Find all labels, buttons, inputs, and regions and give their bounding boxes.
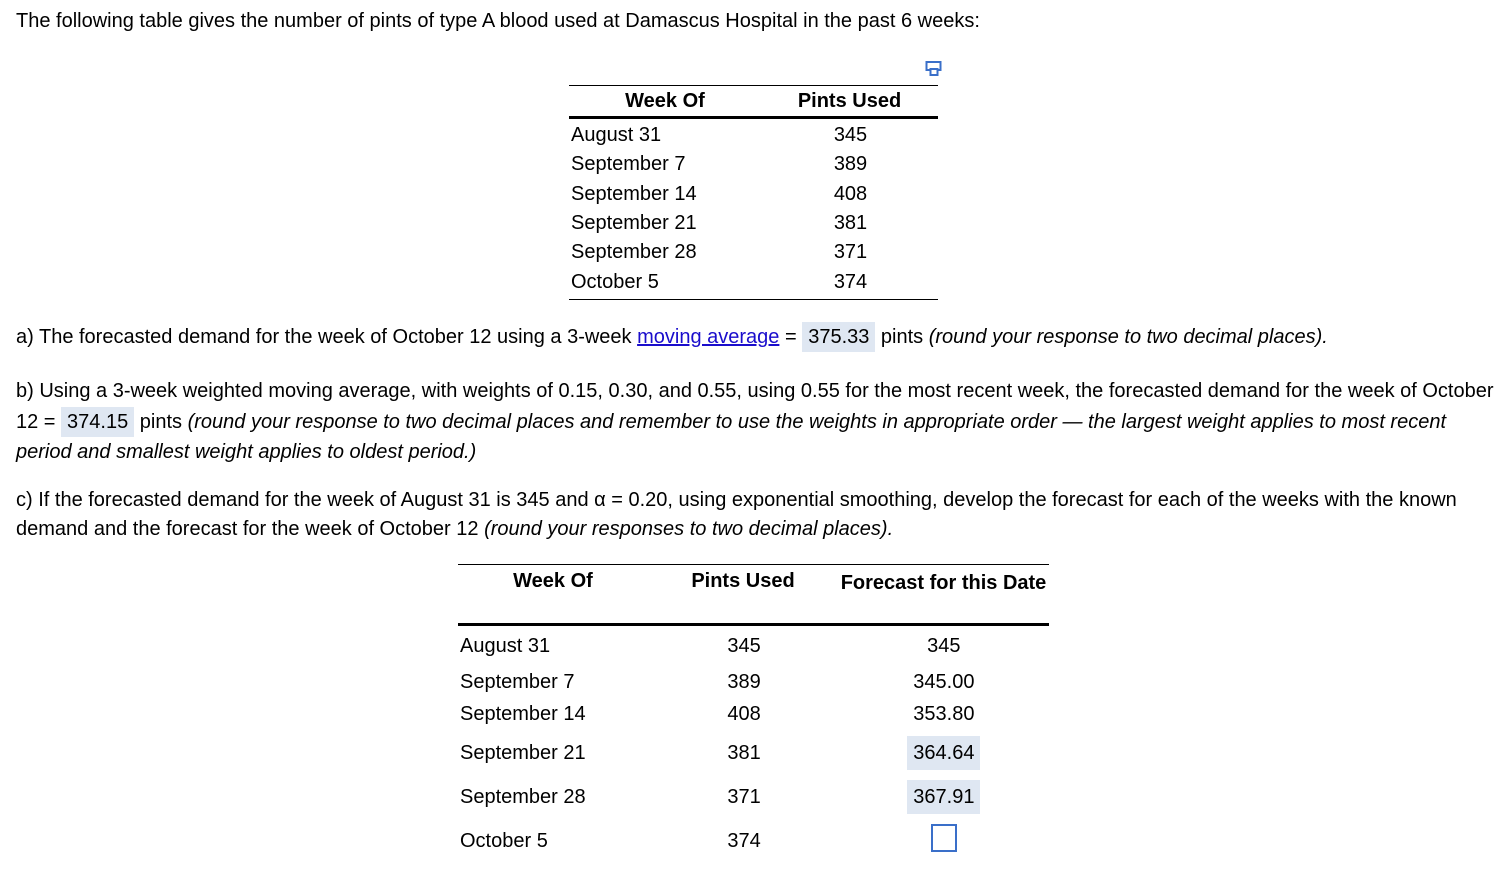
table-row bbox=[569, 238, 938, 267]
pints-cell: 408 bbox=[727, 702, 761, 725]
moving-average-link[interactable]: moving average bbox=[637, 326, 780, 348]
part-a-prefix: a) The forecasted demand for the week of October 12 using a 3-week bbox=[16, 326, 638, 348]
part-a-unit: pints bbox=[875, 326, 929, 348]
week-cell: September 7 bbox=[460, 670, 575, 693]
pints-cell: 371 bbox=[833, 241, 868, 264]
table-row bbox=[569, 180, 938, 209]
week-cell: September 14 bbox=[571, 182, 697, 205]
week-cell: October 5 bbox=[460, 829, 548, 852]
part-a-question bbox=[16, 322, 1496, 353]
part-c-instruction: (round your responses to two decimal places). bbox=[484, 517, 894, 540]
table-row bbox=[458, 629, 1049, 663]
forecast-answer-field[interactable]: 364.64 bbox=[907, 736, 980, 770]
part-a-equals: = bbox=[779, 326, 803, 348]
table-row bbox=[569, 150, 938, 179]
forecast-cell bbox=[839, 780, 1049, 814]
forecast-cell bbox=[839, 736, 1049, 770]
exponential-smoothing-table bbox=[458, 564, 1049, 865]
part-c-question bbox=[16, 486, 1496, 543]
table-header bbox=[569, 86, 938, 119]
pints-cell: 408 bbox=[833, 182, 868, 205]
forecast-answer-field[interactable]: 367.91 bbox=[907, 780, 980, 814]
week-cell: September 21 bbox=[571, 212, 697, 235]
header-week-of: Week Of bbox=[625, 89, 705, 112]
table-row bbox=[458, 736, 1049, 770]
copy-table-icon[interactable] bbox=[925, 60, 943, 78]
week-cell: October 5 bbox=[571, 270, 659, 293]
part-b-instruction: (round your response to two decimal places and remember to use the weights in appropriate order — the largest weight applies to most recent period and smallest weight applies to oldest period.) bbox=[16, 410, 1447, 463]
part-b-unit: pints bbox=[134, 410, 188, 433]
pints-cell: 381 bbox=[727, 741, 761, 764]
week-cell: September 28 bbox=[460, 785, 586, 808]
pints-cell: 381 bbox=[833, 212, 868, 235]
header-week-of: Week Of bbox=[513, 570, 593, 592]
header-pints-used: Pints Used bbox=[691, 570, 795, 592]
pints-cell: 374 bbox=[727, 829, 761, 852]
part-c-text: c) If the forecasted demand for the week of August 31 is 345 and α = 0.20, using exponential smoothing, develop the forecast for each of the weeks with the known demand and the forecast for the week of October 12 bbox=[16, 489, 1457, 540]
forecast-cell: 353.80 bbox=[913, 702, 975, 725]
table-row bbox=[569, 209, 938, 238]
part-b-answer[interactable]: 374.15 bbox=[61, 407, 134, 437]
part-b-prefix: b) Using a 3-week weighted moving average, with weights of 0.15, 0.30, and 0.55, using 0.55 for the most recent week, the forecasted demand for the week of October 12 = bbox=[16, 380, 1494, 433]
table-row bbox=[569, 267, 938, 296]
pints-cell: 389 bbox=[727, 670, 761, 693]
blood-usage-table bbox=[569, 85, 938, 300]
table-row bbox=[458, 780, 1049, 814]
forecast-cell: 345.00 bbox=[913, 670, 975, 693]
table-row bbox=[458, 824, 1049, 858]
week-cell: September 28 bbox=[571, 241, 697, 264]
forecast-input-box[interactable] bbox=[931, 824, 957, 852]
week-cell: August 31 bbox=[571, 124, 662, 147]
table-row bbox=[458, 697, 1049, 731]
intro-text: The following table gives the number of pints of type A blood used at Damascus Hospital in the past 6 weeks: bbox=[16, 10, 980, 32]
week-cell: September 21 bbox=[460, 741, 586, 764]
pints-cell: 374 bbox=[833, 270, 868, 293]
pints-cell: 345 bbox=[833, 124, 868, 147]
forecast-cell bbox=[839, 824, 1049, 858]
pints-cell: 389 bbox=[833, 153, 868, 176]
week-cell: August 31 bbox=[460, 634, 551, 657]
table-row bbox=[458, 665, 1049, 699]
table-row bbox=[569, 121, 938, 150]
part-a-instruction: (round your response to two decimal places). bbox=[928, 326, 1328, 348]
header-pints-used: Pints Used bbox=[797, 89, 902, 112]
week-cell: September 14 bbox=[460, 702, 586, 725]
pints-cell: 345 bbox=[727, 634, 761, 657]
week-cell: September 7 bbox=[571, 153, 686, 176]
part-a-answer[interactable]: 375.33 bbox=[802, 322, 875, 352]
header-forecast: Forecast for this Date bbox=[840, 572, 1047, 594]
table-header bbox=[458, 565, 1049, 626]
pints-cell: 371 bbox=[727, 785, 761, 808]
forecast-cell: 345 bbox=[927, 634, 961, 657]
part-b-question bbox=[16, 376, 1496, 468]
